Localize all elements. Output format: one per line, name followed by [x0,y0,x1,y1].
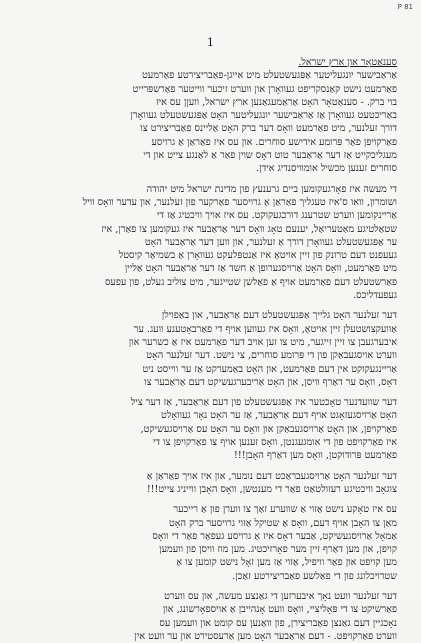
text-line: דער זעלנער וועט נאָך איבערזען די גאַנצע מעשה, און עס ווערט [164,590,397,602]
text-line: צוגאָב וויכטיגע רעזולטאַט פאַר די מענטשן, וואָס האָבן ווייניג צייט!!! [146,483,397,495]
text-line: געפעדליכס. [353,290,397,302]
text-line: עס איז טאָקע נישט אַזוי אַ שווערע זאַך צו ווערן פון אַ רייכער [173,504,397,516]
paragraph [28,309,397,389]
text-line: פאַרשיקט צו די פּאָליציי, וואָס וועט אָנהייבן אַ אויספאָרשונג, און [162,604,397,616]
text-line: דער זעלנער האָט גלייך אַפּגעשטעלט דעם אַראַבער, און באַפוילן [161,310,397,322]
text-line: בוי ברק. - סענאַטאָר האָט אַראַמעגאַנען ארץ ישראל, וועןן עס איז [155,96,397,108]
text-line: פאַרמעט פּרודוקטן, וואָס מען דאַרף האָבן!!! [234,450,397,462]
paragraph [28,590,397,643]
text-line: דער זעלנער האָט אַרויסגעבראַכט דעם נומער, און איז אויך פאַראַן אַ [146,470,397,482]
paragraph-gap [28,302,397,309]
text-line: אַריינקומען ווערט שטרענג דורכגעקוקט. עס איז אויך וויכטיג אַז די [156,210,397,222]
text-line: געעפנט דעם טרונק פון זיין אויטאָ איז אַנטפּלעקט געוואָרן אַ בשמיאַר קיסטל [118,250,397,262]
article-body [28,56,397,642]
paragraph [28,396,397,462]
text-line: סענאַטאָר און ארץ ישראל. [298,57,397,68]
text-line: האָט אַרויסגעזאָגט אויף דעם אַראַבער, אַז ער האָט נאָר געוואָלט [161,410,397,422]
paragraph-gap [28,389,397,396]
text-line: איז פאַרקויפט פון די אומגעגנטן, וואָס זענען אויף צו פאַרקויפן צו די [152,437,397,449]
text-line: באַריכטעט געוואָרן אַז אַראַבישער יונגעליטער האָט אַפּגעשטעלט געוואָרן [130,110,397,122]
text-line: מעגליכקייט אַז דער אַראַבער טוט דאָס שוין פאַר אַ לאַנגע צייט און די [143,150,397,162]
text-line: שטרויכלונג פון די פאַלשע פאַבריצירטע זאַכן. [232,570,397,582]
text-line: אַוועקצושטעלן זיין אויטאָ, וואָס איז געווען אויף די פאַרבאָטענע וועג. ער [133,323,397,335]
text-line: ושומרון, וואו ס'איז טעגליך פאַראַן אַ גרויסער פאַרקער פון זעלנער, און עדער וואָס וויל [82,196,397,208]
text-line: קויפן, און מען דאַרף זיין מער פאָרזיכטיג. מען מוז וויסן פון וועמען [159,544,397,556]
text-line: אַראַבישער יונגעליטער אַפּגעשטעלט מיט אייגן-פאַבריצירטע פאַרמעט [141,70,397,82]
paragraph-gap [28,496,397,503]
text-line: מען קויפט און פאַר וויפיל, אַזוי אַז מען זאָל נישט קומען צו אַ [176,557,397,569]
text-line: מאַן צו האָבן אויף דעם, וואָס אַ שטיקל אַזוי גרויסער ברק האָט [168,517,397,529]
text-line: דאָס, וואָס ער דאַרף וויסן, און האָט אַריבערגעשיקט דעם אַראַבער צו [144,376,397,388]
text-line: נאָכגיין דעם גאַנצן פאַבריצירן, פון וואַנען עס קומט און וועמען עס [159,617,397,629]
text-line: דער שוועדנער טאָכטער איז אַפּגעשטעלט פון דעם אַראַבער, אַז דער ציל [130,397,397,409]
corner-mark: P 81 [397,3,413,11]
paragraph [28,503,397,583]
page-number: 1 [207,36,214,49]
text-line: די מעשה איז פאָרגעקומען ביים גרענעץ פון מדינת ישראל מיט יהודה [146,183,397,195]
paragraph-gap [28,176,397,183]
text-line: ווערט אויסגעבאַקן פון די פּרומע סוחרים, צי נישט. דער זעלנער האָט [146,350,397,362]
text-line: ער אַפּגעשטעלט געוואָרן דורך אַ זעלנער, און ווען דער אַראַבער האָט [144,236,397,248]
text-line: מיט פאַרמעט, וואָס האָט אַרויסגערופן אַ חשד אַז דער אַראַבער האָט אַליין [124,263,397,275]
text-line: פאַרקויפן, און האָט אַרויסגעבאַקן און וואָס ער האָט עס אַרויסגעשיקט, [140,423,397,435]
text-line: סוחרים זענען מכשיל אומוויסנדיג אידן. [256,163,397,175]
paragraph-gap [28,463,397,470]
text-line: פאַרמעט נישט קאַנסקריפט געוואָרן און ווערט זיכער ווייטער פאַרשפּרייט [132,83,397,95]
text-line: ווערט פאַרקויפט. - דעם אַראַבער האָט מען אַרעסטירט און ער וועט אין [134,630,397,642]
text-line: איבערגעבן צו זיין זייגער, מיט צו זען אויב דער פאַרמעט איז אַ כשרער און [128,336,397,348]
text-line: פאַרשטעלט דעם פאַרמעט אויף אַ פאַלשן שטייגער, מיט צוליב געלט, פון עפעס [104,276,397,288]
text-line: דורך זעלנער, מיט פאַרמעט וואָס דער ברק האָט אַליינס פאַבריצירט צו [140,123,397,135]
text-line: אַמאָל אַרויסגעשיקט, אַבער דאָס איז אַ גרויסע געפאַר פאַר די וואָס [152,530,397,542]
text-line: שטאַלטיגע מאַטעריאַל, יענעם טאָג וואָס דער אַראַבער איז געקומען צו פאַרן, איז [101,223,397,235]
paragraph [28,56,397,176]
paragraph-gap [28,583,397,590]
paragraph [28,470,397,497]
text-line: אַריינגעקוקט אין דעם פאַרמעט, און האָט באַמערקט אַז ער ווייסט ניט [142,363,397,375]
paragraph [28,183,397,303]
text-line: פאַרקויפן פאַר פּרומע אידישע סוחרים. און עס איז פאַראַן אַ גרויסע [151,136,397,148]
